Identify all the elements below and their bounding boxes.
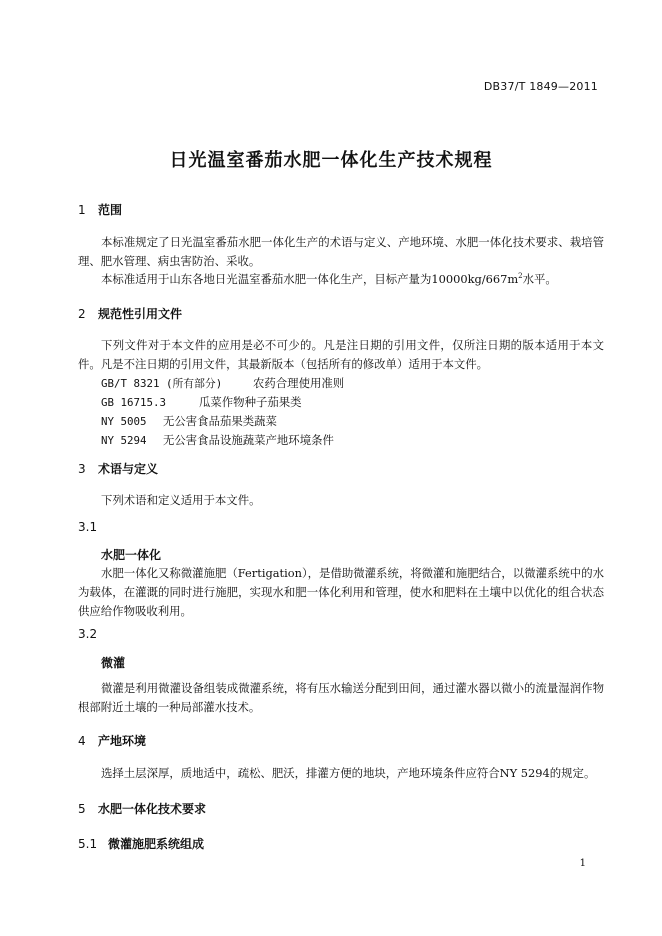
section-5-heading xyxy=(78,800,206,817)
section-2-title: 规范性引用文件 xyxy=(98,307,183,321)
term-3-2-number: 3.2 xyxy=(78,627,98,641)
reference-code: GB/T 8321 (所有部分) xyxy=(101,377,223,390)
section-3-number: 3 xyxy=(78,462,86,476)
section-4-paragraph-1: 选择土层深厚，质地适中，疏松、肥沃，排灌方便的地块，产地环境条件应符合NY 5294的规定。 xyxy=(101,766,596,780)
reference-item xyxy=(101,393,302,412)
reference-name: 瓜菜作物种子茄果类 xyxy=(199,395,302,409)
reference-code: NY 5005 xyxy=(101,415,147,428)
section-4-number: 4 xyxy=(78,734,86,748)
reference-item xyxy=(101,431,334,450)
section-5-number: 5 xyxy=(78,802,86,816)
term-3-1-number: 3.1 xyxy=(78,520,98,534)
section-1-paragraph-1: 本标准规定了日光温室番茄水肥一体化生产的术语与定义、产地环境、水肥一体化技术要求、栽培管理、肥水管理、病虫害防治、采收。 xyxy=(78,235,604,268)
term-3-1-definition: 水肥一体化又称微灌施肥（Fertigation），是借助微灌系统，将微灌和施肥结合，以微灌系统中的水为载体，在灌溉的同时进行施肥，实现水和肥一体化利用和管理，使水和肥料在土壤中以优化的组合状态供应给作物吸收利用。 xyxy=(78,566,604,618)
section-2-heading xyxy=(78,305,182,322)
section-3-title: 术语与定义 xyxy=(98,462,159,476)
section-1-title: 范围 xyxy=(98,203,123,217)
section-1-paragraph-2: 本标准适用于山东各地日光温室番茄水肥一体化生产，目标产量为$10000kg/667m^2$水平。 xyxy=(101,271,557,286)
reference-item xyxy=(101,374,344,393)
term-3-1-title: 水肥一体化 xyxy=(101,548,162,562)
section-5-1-heading xyxy=(78,835,204,852)
term-3-2-definition: 微灌是利用微灌设备组装成微灌系统，将有压水输送分配到田间，通过灌水器以微小的流量湿润作物根部附近土壤的一种局部灌水技术。 xyxy=(78,681,604,714)
section-1-heading xyxy=(78,201,122,218)
reference-name: 无公害食品茄果类蔬菜 xyxy=(163,414,277,428)
reference-code: NY 5294 xyxy=(101,434,147,447)
section-5-1-title: 微灌施肥系统组成 xyxy=(108,837,205,851)
section-4-title: 产地环境 xyxy=(98,734,147,748)
section-3-paragraph-1: 下列术语和定义适用于本文件。 xyxy=(101,493,261,507)
section-4-heading xyxy=(78,732,146,749)
section-5-title: 水肥一体化技术要求 xyxy=(98,802,207,816)
section-1-number: 1 xyxy=(78,203,86,217)
section-5-1-number: 5.1 xyxy=(78,837,98,851)
section-2-number: 2 xyxy=(78,307,86,321)
document-title: 日光温室番茄水肥一体化生产技术规程 xyxy=(169,150,493,171)
reference-name: 无公害食品设施蔬菜产地环境条件 xyxy=(163,433,334,447)
document-code: DB37/T 1849—2011 xyxy=(483,80,598,93)
section-3-heading xyxy=(78,460,158,477)
section-2-paragraph-1: 下列文件对于本文件的应用是必不可少的。凡是注日期的引用文件，仅所注日期的版本适用于本文件。凡是不注日期的引用文件，其最新版本（包括所有的修改单）适用于本文件。 xyxy=(78,338,604,371)
reference-code: GB 16715.3 xyxy=(101,396,167,409)
term-3-2-title: 微灌 xyxy=(101,656,126,670)
page-number: 1 xyxy=(579,858,586,869)
reference-item xyxy=(101,412,277,431)
reference-name: 农药合理使用准则 xyxy=(253,376,345,390)
